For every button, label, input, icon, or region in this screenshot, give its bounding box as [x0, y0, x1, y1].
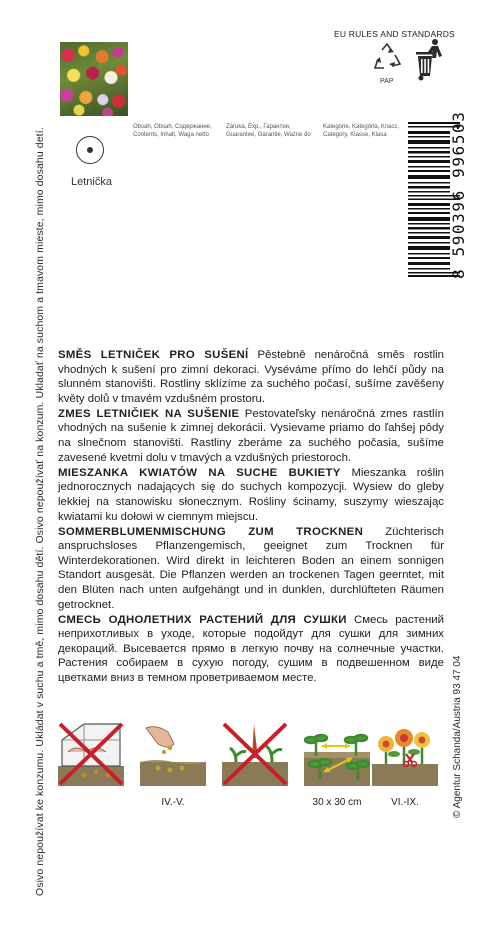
- legend-line: Category, Klasse, Klasa: [323, 131, 387, 138]
- plant-spacing-icon: [304, 722, 370, 808]
- description-body: Züchterisch anspruchsloses Pflanzengemisch, geeignet zum Trocknen für Winterdekorationen. Wird direkt in leichteren Boden an einem sonnigen Standort ausgesät. Die Pflanzen werden an trockenen Tagen geerntet, mit den Blüten nach unten aufgehängt und in dunklen, durchlüfteten Räumen getrocknet.: [58, 525, 444, 611]
- barcode-number: 8 590396 996503: [449, 110, 468, 279]
- storage-warning: Osivo nepoužívat ke konzumu. Ukládat v suchu a tmě, mimo dosahu dětí. Osivo nepoužívať na konzum. Ukladať na suchom a tmavom mieste, mimo dosahu detí.: [34, 127, 46, 896]
- description-ru: [58, 613, 444, 686]
- description-body: Mieszanka roślin jednorocznych nadających się do suchych kompozycji. Wysiew do gleby lekkiej na stanowisku słonecznym. Rośliny ścinamy, suszymy wieszając kwiatami ku dołowi w ciemnym miejscu.: [58, 466, 444, 523]
- spacing-label: 30 x 30 cm: [312, 797, 362, 808]
- recycle-icon: [372, 42, 402, 72]
- description-cz: [58, 348, 444, 406]
- legend-line: Contents, Inhalt, Waga netto: [133, 131, 209, 138]
- descriptions: [58, 348, 444, 686]
- bin-icon: [412, 38, 446, 82]
- description-heading: SOMMERBLUMENMISCHUNG ZUM TROCKNEN: [58, 525, 364, 538]
- flowering-period-label: VI.-IX.: [391, 797, 419, 808]
- description-pl: [58, 466, 444, 524]
- eu-rules-title: EU RULES AND STANDARDS: [334, 29, 455, 39]
- legend-line: Záruka, Exp., Гарантия,: [226, 124, 291, 130]
- copyright-notice: © Agentur Schanda/Austria 93 47 04: [452, 655, 463, 818]
- greenhouse-sowing-crossed-icon: [58, 722, 124, 786]
- description-body: Pěstebně nenáročná směs rostlin vhodných k sušení pro zimní dekoraci. Vyséváme přímo do lehčí půdy na slunném stanovišti. Rostliny sklízíme za suchého počasí, sušíme zavěšeny květy dolů v tmavém vzdušném prostoru.: [58, 349, 444, 405]
- sowing-period-label: IV.-V.: [161, 797, 185, 808]
- legend-line: Guarantee, Garantie, Ważne do: [226, 131, 311, 138]
- transplanting-crossed-icon: [222, 722, 288, 786]
- legend-category: [323, 124, 399, 139]
- legend-line: Obsah, Obsah, Содержание,: [133, 124, 212, 130]
- description-sk: [58, 407, 444, 465]
- description-heading: SMĚS LETNIČEK PRO SUŠENÍ: [58, 349, 249, 361]
- flowering-harvest-icon: [372, 722, 438, 808]
- legend-line: Kategorie, Kategória, Класс,: [323, 124, 400, 130]
- description-heading: СМЕСЬ ОДНОЛЕТНИХ РАСТЕНИЙ ДЛЯ СУШКИ: [58, 613, 347, 626]
- description-body: Смесь растений неприхотливых в уходе, которые подойдут для сушки для зимних декораций. Высевается прямо в легкую почву на солнечные участки. Растения собираем в сухую погоду, сушим в подвешенном виде цветками вниз в темном проветриваемом месте.: [58, 613, 444, 685]
- pap-label: PAP: [380, 78, 394, 85]
- direct-sowing-icon: [140, 722, 206, 808]
- description-body: Pestovateľsky nenáročná zmes rastlín vhodných na sušenie k zimnej dekorácii. Vysievame priamo do ľahšej pôdy na slnečnom stanovišti. Rastliny zberáme za suchého počasia, sušíme zavesené kvetmi dolu v tmavých a vzdušných priestoroch.: [58, 407, 445, 464]
- legend-contents: [133, 124, 212, 139]
- description-heading: ZMES LETNIČIEK NA SUŠENIE: [58, 407, 240, 420]
- legend-guarantee: [226, 124, 311, 139]
- flower-mix-photo: [60, 42, 128, 116]
- description-heading: MIESZANKA KWIATÓW NA SUCHE BUKIETY: [58, 466, 341, 479]
- description-de: [58, 525, 444, 613]
- cultivation-pictograms: [58, 722, 448, 812]
- annual-label: Letnička: [71, 176, 112, 188]
- annual-dot-icon: [76, 136, 104, 164]
